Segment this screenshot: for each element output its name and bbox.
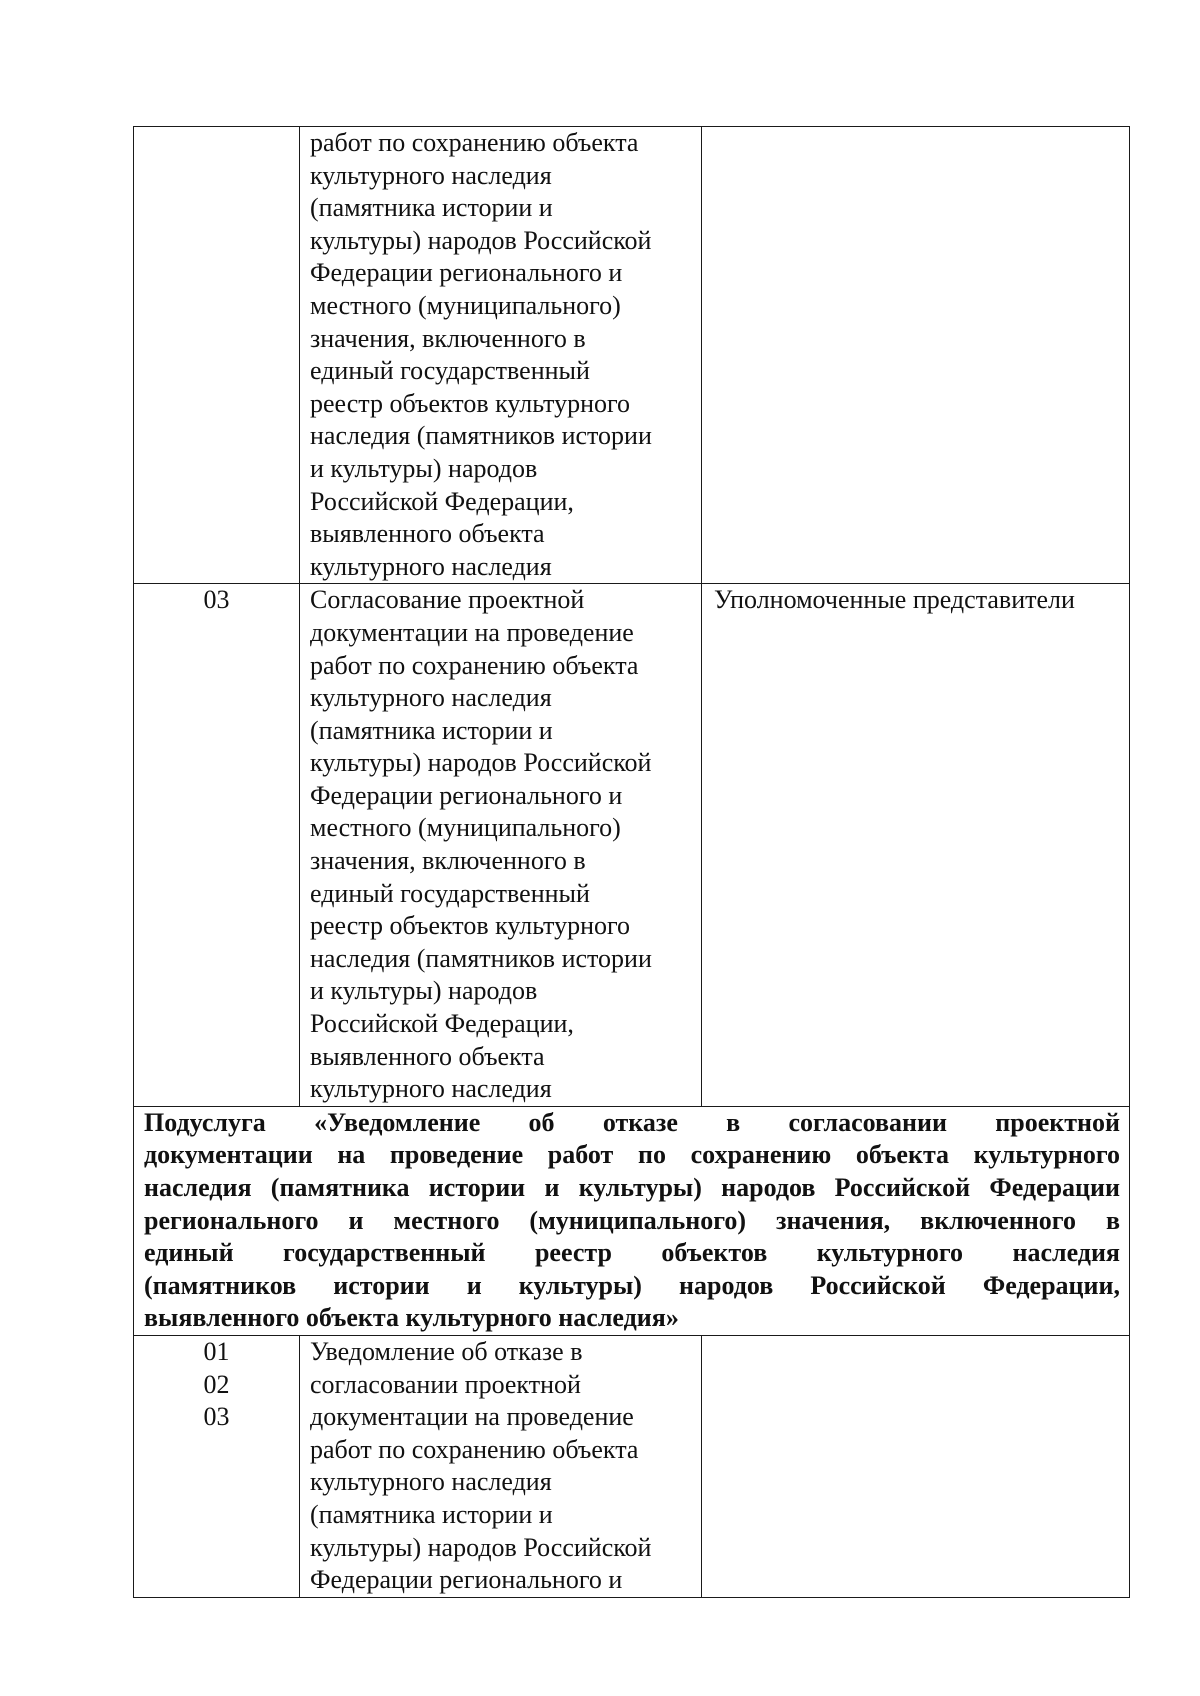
text-line: культурного наследия [310, 551, 552, 581]
text-line: культурного наследия [310, 1467, 552, 1497]
table-row-03 [134, 584, 1130, 1107]
table-row-continued [134, 127, 1130, 584]
heading-line: (памятников истории и культуры) народов Российской Федерации, [144, 1270, 1120, 1300]
text-line: значения, включенного в [310, 846, 586, 876]
text-line: (памятника истории и [310, 715, 553, 745]
code-text: 03 [203, 585, 230, 615]
text-line: реестр объектов культурного [310, 388, 631, 418]
text-line: работ по сохранению объекта [310, 1434, 639, 1464]
text-line: работ по сохранению объекта [310, 128, 639, 157]
text-line: и культуры) народов [310, 976, 538, 1006]
service-name-cell [300, 127, 702, 584]
applicant-text: Уполномоченные представители [714, 585, 1075, 615]
service-name-cell [300, 1335, 702, 1597]
code-text: 01 [203, 1336, 230, 1366]
text-line: и культуры) народов [310, 453, 538, 483]
code-cell [134, 127, 300, 584]
subservice-heading [134, 1106, 1130, 1335]
applicant-cell [702, 584, 1130, 1107]
service-name-cell [300, 584, 702, 1107]
text-line: культурного наследия [310, 160, 552, 190]
text-line: работ по сохранению объекта [310, 650, 639, 680]
text-line: культурного наследия [310, 1074, 552, 1104]
text-line: культурного наследия [310, 683, 552, 713]
text-line: наследия (памятников истории [310, 421, 652, 451]
heading-line: регионального и местного (муниципального) значения, включенного в [144, 1205, 1120, 1235]
text-line: единый государственный [310, 356, 590, 386]
text-line: местного (муниципального) [310, 290, 621, 320]
text-line: культуры) народов Российской [310, 1532, 652, 1562]
heading-line: наследия (памятника истории и культуры) народов Российской Федерации [144, 1173, 1120, 1202]
text-line: единый государственный [310, 878, 590, 908]
applicant-cell [702, 1335, 1130, 1597]
heading-line: Подуслуга «Уведомление об отказе в согласовании проектной [144, 1107, 1120, 1137]
table-row-refusal [134, 1335, 1130, 1597]
text-line: Уведомление об отказе в [310, 1336, 583, 1366]
text-line: реестр объектов культурного [310, 911, 631, 941]
subservice-heading-row [134, 1106, 1130, 1335]
text-line: местного (муниципального) [310, 813, 621, 843]
text-line: Российской Федерации, [310, 486, 574, 516]
text-line: Федерации регионального и [310, 258, 623, 288]
text-line: (памятника истории и [310, 193, 553, 223]
text-line: культуры) народов Российской [310, 225, 652, 255]
text-line: культуры) народов Российской [310, 748, 652, 778]
text-line: наследия (памятников истории [310, 943, 652, 973]
text-line: Российской Федерации, [310, 1009, 574, 1039]
services-table [133, 126, 1130, 1598]
code-text: 03 [203, 1402, 230, 1432]
text-line: выявленного объекта [310, 1041, 545, 1071]
text-line: Федерации регионального и [310, 780, 623, 810]
text-line: Федерации регионального и [310, 1565, 623, 1595]
code-cell [134, 584, 300, 1107]
text-line: Согласование проектной [310, 585, 585, 615]
text-line: согласовании проектной [310, 1369, 581, 1399]
text-line: значения, включенного в [310, 323, 586, 353]
heading-line: документации на проведение работ по сохранению объекта культурного [144, 1140, 1120, 1170]
heading-line: выявленного объекта культурного наследия» [144, 1303, 679, 1333]
text-line: (памятника истории и [310, 1499, 553, 1529]
heading-line: единый государственный реестр объектов культурного наследия [144, 1238, 1120, 1268]
applicant-cell [702, 127, 1130, 584]
text-line: документации на проведение [310, 1402, 634, 1432]
text-line: выявленного объекта [310, 519, 545, 549]
code-text: 02 [203, 1369, 230, 1399]
text-line: документации на проведение [310, 617, 634, 647]
code-cell [134, 1335, 300, 1597]
